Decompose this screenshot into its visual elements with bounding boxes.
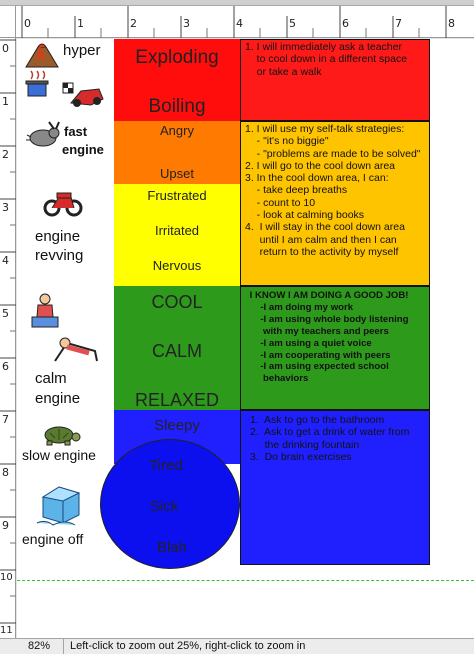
zone-word-relaxed: RELAXED xyxy=(134,390,220,410)
zone-word-exploding: Exploding xyxy=(135,47,219,68)
document-page[interactable] xyxy=(17,39,474,638)
race-car-icon xyxy=(61,81,105,109)
horizontal-ruler[interactable] xyxy=(16,6,474,38)
motorcycle-icon xyxy=(43,187,83,217)
ruler-v-7: 7 xyxy=(2,413,9,426)
engine-label-calm-1: calm xyxy=(35,370,67,387)
zone-word-cool: COOL xyxy=(151,292,203,312)
ruler-v-0: 0 xyxy=(2,42,9,55)
strategy-text-orange-yellow: 1. I will use my self-talk strategies: - "it's no biggie" - "problems are made to be solved" 2. I will go to the cool down area 3. In the cool down area, I can: - take deep breaths - count to 10 - look at calming books 4. I will stay in the cool down area until I am calm and then I can return to the activity by myself xyxy=(245,123,421,258)
ruler-h-8: 8 xyxy=(448,17,455,30)
zone-word-irritated: Irritated xyxy=(154,223,200,238)
zone-word-sleepy: Sleepy xyxy=(154,417,200,434)
engine-label-fast-engine: engine xyxy=(62,142,104,157)
zone-word-calm: CALM xyxy=(151,341,202,361)
engine-label-revving-2: revving xyxy=(35,247,84,264)
ruler-h-7: 7 xyxy=(395,17,402,30)
ruler-h-3: 3 xyxy=(183,17,190,30)
zone-word-angry: Angry xyxy=(160,123,194,138)
engine-label-fast: fast xyxy=(64,124,88,139)
strategy-text-red: 1. I will immediately ask a teacher to cool down in a different space or take a walk xyxy=(245,41,408,78)
page-margin-guide xyxy=(17,580,474,581)
zoom-hint: Left-click to zoom out 25%, right-click to zoom in xyxy=(70,640,306,652)
vertical-ruler[interactable] xyxy=(0,38,16,638)
ruler-v-6: 6 xyxy=(2,360,9,373)
meditating-person-icon xyxy=(31,293,59,329)
zone-word-blah: Blah xyxy=(156,539,188,556)
zone-word-upset: Upset xyxy=(160,166,194,181)
ruler-v-4: 4 xyxy=(2,254,9,267)
zoom-level[interactable] xyxy=(0,639,64,654)
ruler-v-1: 1 xyxy=(2,95,9,108)
zone-word-frustrated: Frustrated xyxy=(147,188,207,203)
engine-label-off: engine off xyxy=(22,531,84,547)
vertical-ruler-ticks xyxy=(0,38,16,638)
ruler-corner xyxy=(0,6,16,38)
relaxing-chair-icon xyxy=(53,335,99,365)
ruler-h-6: 6 xyxy=(342,17,349,30)
volcano-icon xyxy=(23,39,61,69)
ruler-v-2: 2 xyxy=(2,148,9,161)
turtle-icon xyxy=(41,422,81,446)
ruler-h-1: 1 xyxy=(77,17,84,30)
horizontal-ruler-ticks xyxy=(16,6,474,38)
boiling-pot-icon xyxy=(25,69,49,101)
ruler-h-2: 2 xyxy=(130,17,137,30)
zoom-level-text: 82% xyxy=(28,640,51,652)
ruler-h-5: 5 xyxy=(289,17,296,30)
ruler-v-10: 10 xyxy=(0,572,13,583)
engine-label-revving-1: engine xyxy=(35,228,81,245)
ruler-h-4: 4 xyxy=(236,17,243,30)
ruler-h-0: 0 xyxy=(24,17,31,30)
zone-word-sick: Sick xyxy=(149,498,179,515)
ice-cube-icon xyxy=(35,481,85,527)
ruler-v-11: 11 xyxy=(0,625,13,636)
ruler-v-9: 9 xyxy=(2,519,9,532)
zone-word-nervous: Nervous xyxy=(152,258,202,273)
zone-word-tired: Tired xyxy=(149,457,183,474)
ruler-v-8: 8 xyxy=(2,466,9,479)
status-bar xyxy=(0,638,474,654)
rabbit-icon xyxy=(25,121,61,149)
zone-word-boiling: Boiling xyxy=(148,96,206,117)
ruler-v-5: 5 xyxy=(2,307,9,320)
strategy-text-green: I KNOW I AM DOING A GOOD JOB! -I am doing my work -I am using whole body listening with my teachers and peers -I am using a quiet voice -I am cooperating with peers -I am using expected school behaviors xyxy=(249,290,409,385)
engine-label-slow: slow engine xyxy=(22,447,96,463)
ruler-v-3: 3 xyxy=(2,201,9,214)
document-canvas[interactable] xyxy=(17,39,474,638)
engine-label-calm-2: engine xyxy=(35,390,81,407)
strategy-text-blue: 1. Ask to go to the bathroom 2. Ask to get a drink of water from the drinking fountain 3. Do brain exercises xyxy=(250,414,410,464)
engine-label-hyper: hyper xyxy=(63,42,101,59)
